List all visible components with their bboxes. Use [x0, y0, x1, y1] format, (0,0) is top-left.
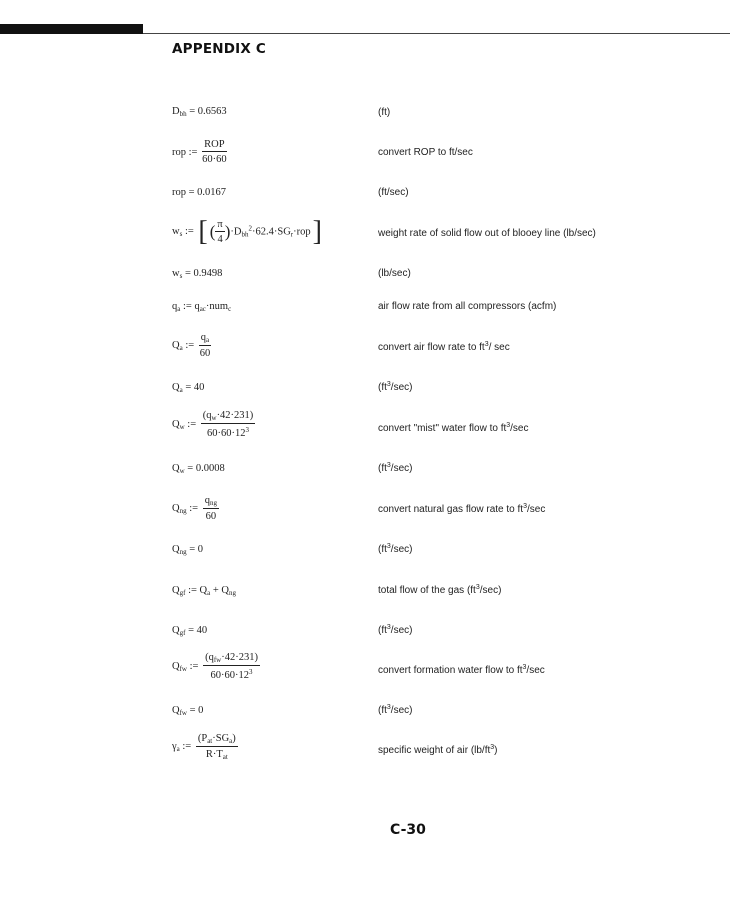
equation-Qgf-result: $Q_{gf} = 40$ — [172, 625, 208, 637]
equation-Qa-result: $Q_a = 40$ — [172, 382, 205, 394]
equation-Qng-def: $Q_{ng}$ := $\frac{q_{ng}}{60}$ — [172, 495, 217, 522]
description-Qgf-def: total flow of the gas $(ft^3/\sec)$ — [378, 584, 502, 596]
description-Qa-result: $(ft^3/\sec)$ — [378, 381, 413, 393]
equation-Qgf-def: $Q_{gf}$ := $Q_a + Q_{ng}$ — [172, 585, 236, 597]
description-qa-flow: air flow rate from all compressors (acfm) — [378, 301, 557, 312]
description-Qw-result: $(ft^3/\sec)$ — [378, 462, 413, 474]
description-rop-result: (ft/sec) — [378, 187, 409, 198]
description-ws-def: weight rate of solid flow out of blooey line (lb/sec) — [378, 228, 596, 239]
page-title: APPENDIX C — [172, 41, 267, 57]
description-Qgf-result: $(ft^3/\sec)$ — [378, 624, 413, 636]
equation-dbh-result: $D_{bh} = 0.6563$ — [172, 106, 227, 118]
description-Qng-result: $(ft^3/\sec)$ — [378, 543, 413, 555]
equation-qa-flow: $q_a$ := $q_{ac}\cdot num_c$ — [172, 301, 232, 313]
description-ws-result: (lb/sec) — [378, 268, 411, 279]
page-number: C-30 — [390, 822, 426, 838]
equation-rop-def: rop := $\frac{\text{ROP}}{60\cdot 60}$ — [172, 139, 227, 165]
header-rule — [143, 33, 730, 34]
equation-Qfw-def: $Q_{fw}$ := $\frac{(q_{fw}\cdot 42\cdot 231)}{60\cdot 60\cdot 12^3}$ — [172, 652, 258, 681]
description-Qw-def: convert "mist" water flow to $ft^3/\sec$ — [378, 422, 529, 434]
description-dbh: (ft) — [378, 107, 391, 118]
equation-Qfw-result: $Q_{fw} = 0$ — [172, 705, 204, 717]
header-black-bar — [0, 24, 143, 34]
description-Qfw-def: convert formation water flow to $ft^3/\sec$ — [378, 664, 545, 676]
equation-Qa-def: $Q_a$ := $\frac{q_a}{60}$ — [172, 332, 211, 359]
equation-Qw-def: $Q_w$ := $\frac{(q_w\cdot 42\cdot 231)}{60\cdot 60\cdot 12^3}$ — [172, 410, 254, 439]
equation-ws-result: $w_s = 0.9498$ — [172, 268, 223, 280]
description-Qfw-result: $(ft^3/\sec)$ — [378, 704, 413, 716]
equation-Qng-result: $Q_{ng} = 0$ — [172, 544, 204, 556]
equation-Qw-result: $Q_w = 0.0008$ — [172, 463, 225, 475]
description-Qa-def: convert air flow rate to $ft^3/$ sec — [378, 341, 510, 353]
equation-ws-def: $w_s$ := [ ( $\frac{\pi}{4}$ )$\cdot D_{bh}^2\cdot 62.4\cdot SG_r\cdot rop$] — [172, 216, 322, 247]
description-gamma-def: specific weight of air $(lb/ft^3)$ — [378, 744, 498, 756]
description-Qng-def: convert natural gas flow rate to $ft^3/\sec$ — [378, 503, 546, 515]
description-rop-def: convert ROP to ft/sec — [378, 147, 473, 158]
equation-rop-result: rop = 0.0167 — [172, 187, 227, 198]
equation-gamma-def: $\gamma_a$ := $\frac{(P_{at}\cdot SG_a)}{R\cdot T_{at}}$ — [172, 733, 236, 761]
